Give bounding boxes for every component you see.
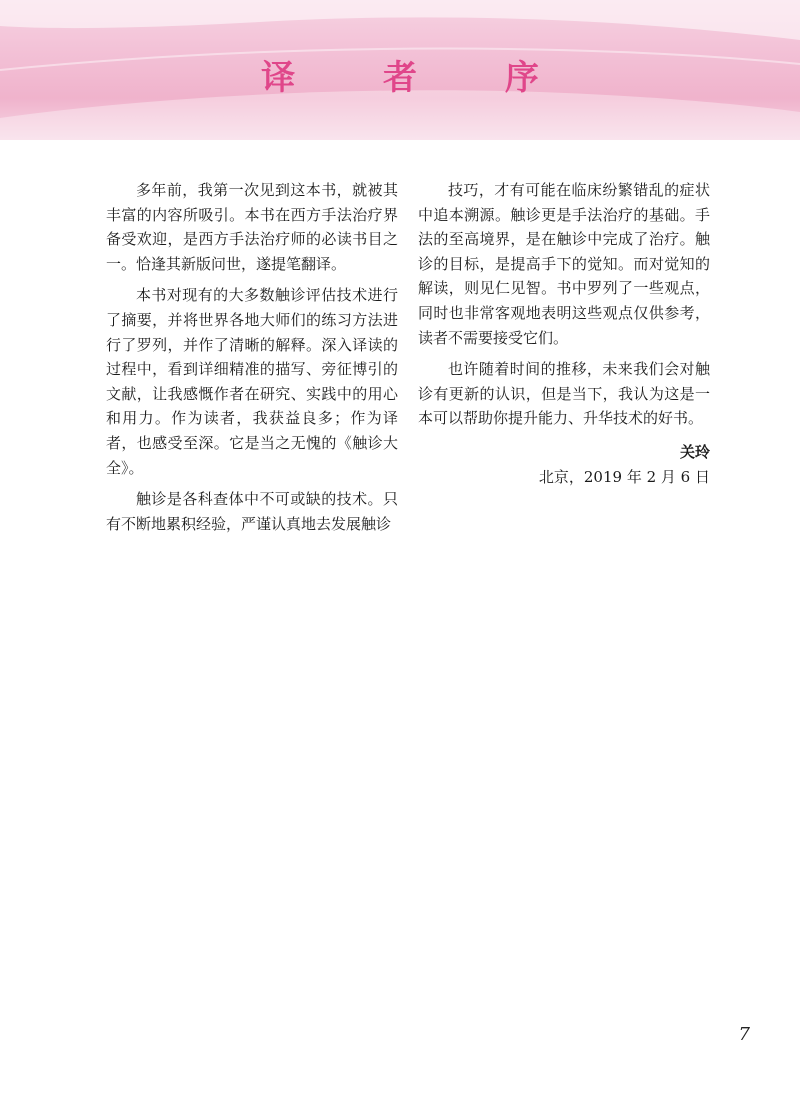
- text-column-right: [418, 178, 710, 489]
- paragraph: 触诊是各科查体中不可或缺的技术。只有不断地累积经验，严谨认真地去发展触诊: [106, 490, 398, 533]
- text-column-left: [106, 178, 398, 543]
- paragraph: 技巧，才有可能在临床纷繁错乱的症状中追本溯源。触诊更是手法治疗的基础。手法的至高境界，是在触诊中完成了治疗。触诊的目标，是提高手下的觉知。而对觉知的解读，则见仁见智。书中罗列了一些观点，同时也非常客观地表明这些观点仅供参考，读者不需要接受它们。: [418, 181, 710, 347]
- signature-date: 北京，2019 年 2 月 6 日: [538, 467, 710, 486]
- page-number: 7: [738, 1024, 750, 1045]
- paragraph: 也许随着时间的推移，未来我们会对触诊有更新的认识，但是当下，我认为这是一本可以帮助你提升能力、升华技术的好书。: [418, 360, 710, 428]
- paragraph: 多年前，我第一次见到这本书，就被其丰富的内容所吸引。本书在西方手法治疗界备受欢迎，是西方手法治疗师的必读书目之一。恰逢其新版问世，遂提笔翻译。: [106, 181, 398, 273]
- paragraph: 本书对现有的大多数触诊评估技术进行了摘要，并将世界各地大师们的练习方法进行了罗列，并作了清晰的解释。深入译读的过程中，看到详细精准的描写、旁征博引的文献，让我感慨作者在研究、实践中的用心和用力。作为读者，我获益良多；作为译者，也感受至深。它是当之无愧的《触诊大全》。: [106, 286, 398, 477]
- header-banner: [0, 0, 800, 140]
- translator-name: 关玲: [679, 442, 710, 461]
- page-title: 译 者 序: [261, 58, 577, 98]
